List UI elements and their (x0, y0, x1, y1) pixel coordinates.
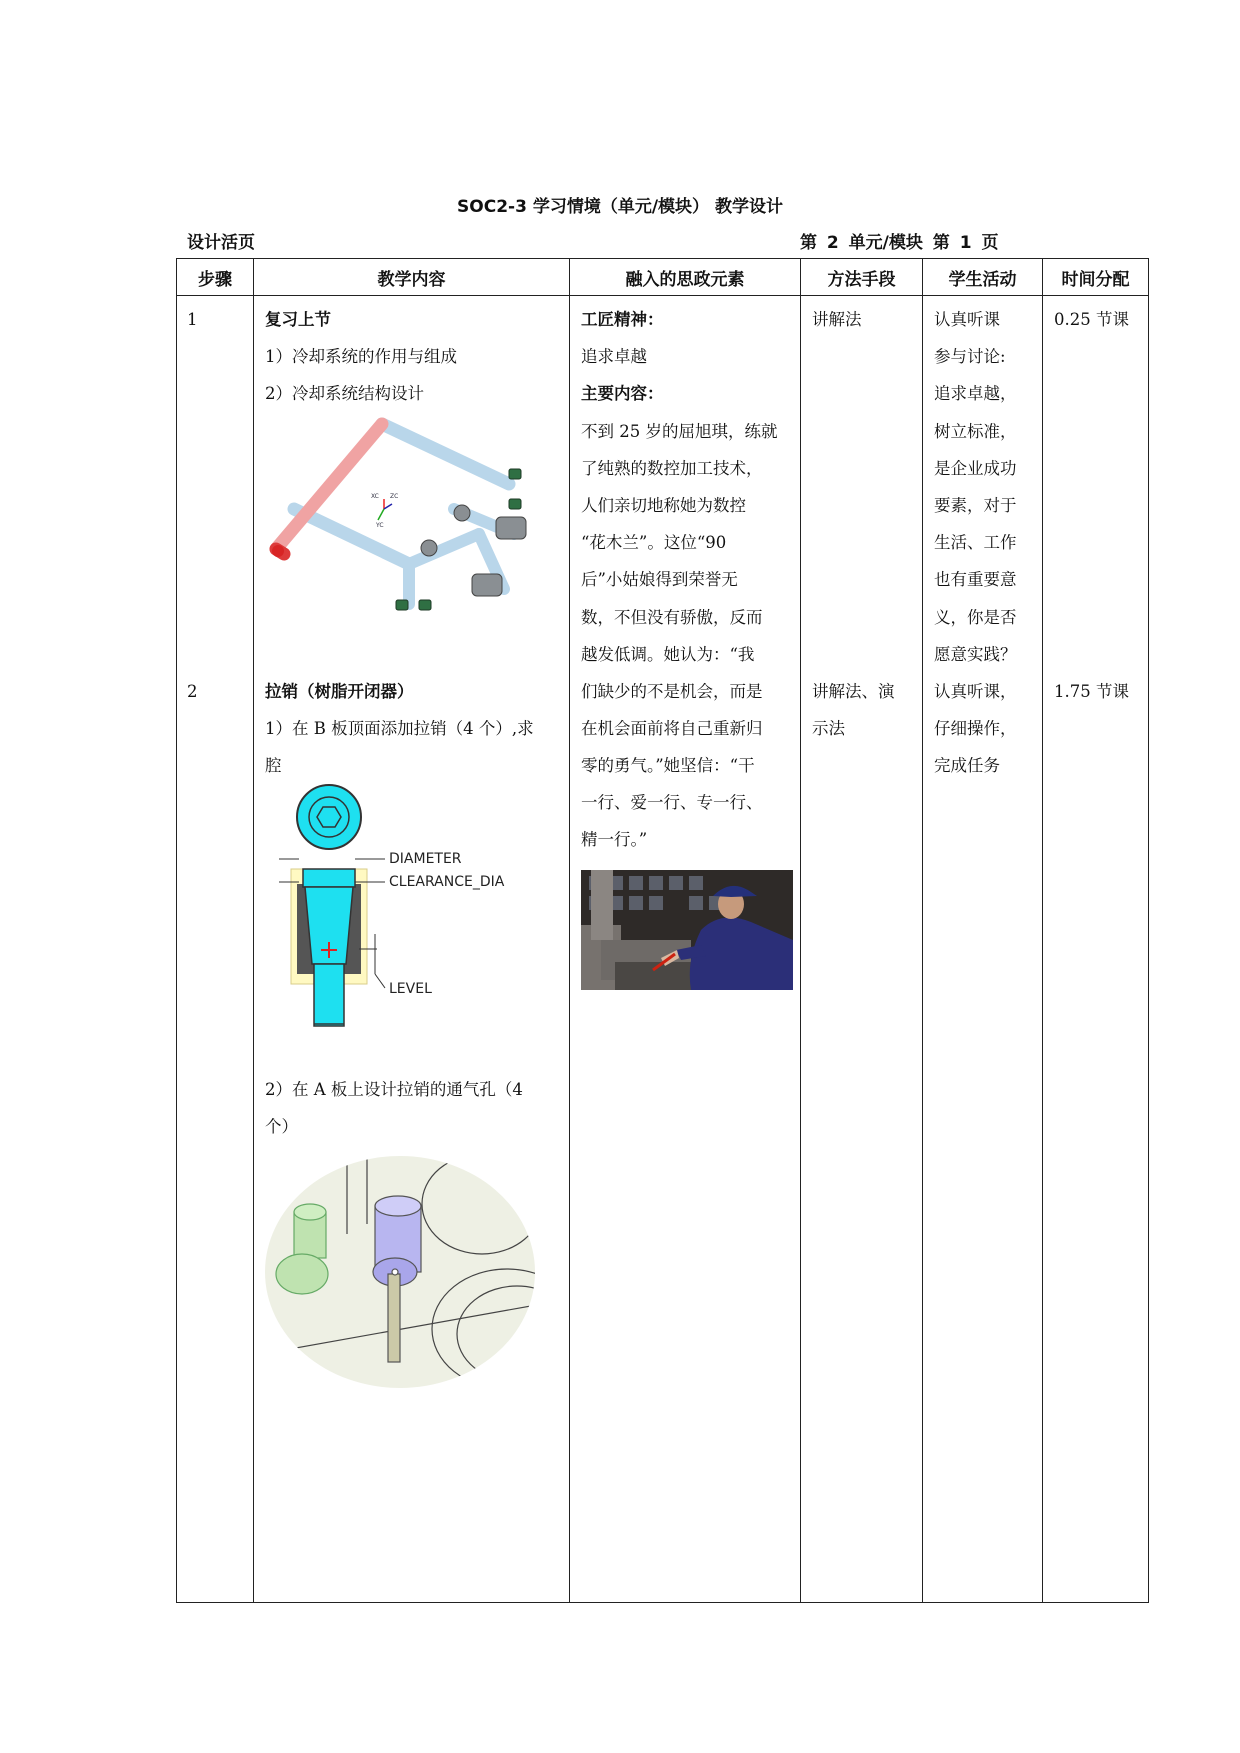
worker-photo (581, 870, 793, 990)
ideology-line-1: 不到 25 岁的屈旭琪，练就 (581, 422, 778, 441)
ideology-line-12: 精一行。” (581, 830, 648, 849)
method-row2-line2: 示法 (812, 719, 845, 738)
pull-pin-item2-line1: 2）在 A 板上设计拉销的通气孔（4 (265, 1080, 523, 1099)
label-diameter: DIAMETER (389, 851, 462, 867)
design-sheet-label: 设计活页 (187, 233, 255, 253)
pull-pin-title: 拉销（树脂开闭器） (265, 682, 414, 701)
pull-pin-item2-line2: 个） (265, 1117, 298, 1136)
activities-cell (923, 296, 1043, 1603)
activity-1-line-8: 也有重要意 (934, 570, 1017, 589)
table-body-row (177, 296, 1149, 1603)
ideology-heading-main: 主要内容： (581, 384, 664, 403)
activity-1-line-1: 认真听课 (934, 310, 1000, 329)
method-row1: 讲解法 (812, 310, 862, 329)
ideology-heading-craftsman: 工匠精神： (581, 310, 664, 329)
ideology-line-2: 了纯熟的数控加工技术， (581, 459, 763, 478)
activity-2-line-3: 完成任务 (934, 756, 1000, 775)
axis-label-zc: ZC (390, 493, 399, 500)
ideology-line-7: 越发低调。她认为：“我 (581, 645, 755, 664)
activity-1-line-5: 是企业成功 (934, 459, 1017, 478)
methods-cell (801, 296, 923, 1603)
step-number-2: 2 (187, 682, 198, 701)
activity-1-line-9: 义，你是否 (934, 608, 1017, 627)
document-title: SOC2-3 学习情境（单元/模块） 教学设计 (457, 197, 783, 217)
activity-1-line-3: 追求卓越， (934, 384, 1017, 403)
ideology-line-6: 数，不但没有骄傲，反而 (581, 608, 763, 627)
activity-2-line-2: 仔细操作， (934, 719, 1017, 738)
review-item-1: 1）冷却系统的作用与组成 (265, 347, 457, 366)
ideology-theme: 追求卓越 (581, 347, 647, 366)
activity-1-line-4: 树立标准， (934, 422, 1017, 441)
ideology-line-9: 在机会面前将自己重新归 (581, 719, 763, 738)
ideology-line-4: “花木兰”。这位“90 (581, 533, 727, 552)
ideology-line-8: 们缺少的不是机会，而是 (581, 682, 763, 701)
time-row2: 1.75 节课 (1054, 682, 1129, 701)
activity-1-line-7: 生活、工作 (934, 533, 1017, 552)
step-number-1: 1 (187, 310, 198, 329)
activity-1-line-6: 要素，对于 (934, 496, 1017, 515)
ideology-line-5: 后”小姑娘得到荣誉无 (581, 570, 738, 589)
activity-1-line-2: 参与讨论: (934, 347, 1006, 366)
col-header-content: 教学内容 (254, 259, 570, 296)
label-clearance: CLEARANCE_DIA (389, 874, 505, 890)
ideology-cell (570, 296, 801, 1603)
lesson-table (176, 258, 1149, 1603)
ideology-line-10: 零的勇气。”她坚信：“干 (581, 756, 755, 775)
pull-pin-diagram (259, 784, 549, 1034)
label-level: LEVEL (389, 981, 432, 997)
time-cell (1043, 296, 1149, 1603)
col-header-ideology: 融入的思政元素 (570, 259, 801, 296)
time-row1: 0.25 节课 (1054, 310, 1129, 329)
vent-hole-figure (262, 1154, 544, 1394)
col-header-time: 时间分配 (1043, 259, 1149, 296)
pull-pin-item1-line1: 1）在 B 板顶面添加拉销（4 个）,求 (265, 719, 534, 738)
pull-pin-item1-line2: 腔 (265, 756, 282, 775)
col-header-activities: 学生活动 (923, 259, 1043, 296)
col-header-methods: 方法手段 (801, 259, 923, 296)
step-cell (177, 296, 254, 1603)
ideology-line-3: 人们亲切地称她为数控 (581, 496, 746, 515)
activity-2-line-1: 认真听课， (934, 682, 1017, 701)
method-row2-line1: 讲解法、演 (812, 682, 895, 701)
table-header-row (177, 259, 1149, 296)
page-indicator: 第 2 单元/模块 第 1 页 (800, 233, 999, 253)
review-title: 复习上节 (265, 310, 331, 329)
review-item-2: 2）冷却系统结构设计 (265, 384, 424, 403)
axis-label-yc: YC (376, 522, 384, 529)
content-cell (254, 296, 570, 1603)
axis-label-xc: XC (371, 493, 379, 500)
activity-1-line-10: 愿意实践？ (934, 645, 1017, 664)
ideology-line-11: 一行、爱一行、专一行、 (581, 793, 763, 812)
col-header-step: 步骤 (177, 259, 254, 296)
cooling-system-figure (264, 414, 549, 624)
